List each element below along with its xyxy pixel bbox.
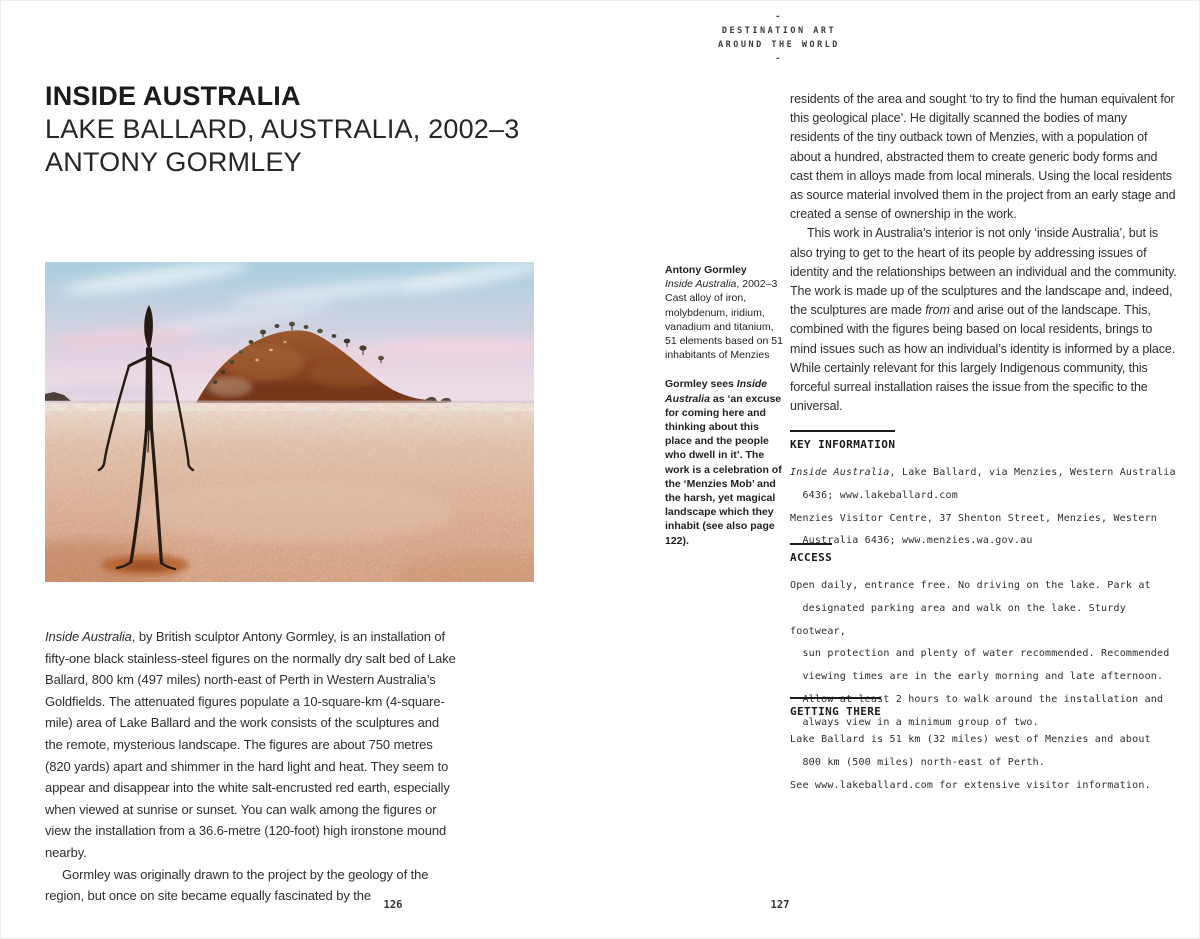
info-line: Allow at least 2 hours to walk around the installation and	[790, 693, 1164, 705]
body-text-left	[45, 626, 459, 907]
photo-dirt-patch	[101, 555, 189, 575]
info-line: Lake Ballard is 51 km (32 miles) west of Menzies and about	[790, 734, 1151, 745]
running-head-line-1: DESTINATION ART	[721, 26, 837, 36]
article-subtitle-artist: ANTONY GORMLEY	[45, 147, 302, 177]
article-title: INSIDE AUSTRALIA	[45, 81, 301, 111]
photo-salt-flat	[45, 403, 534, 582]
info-line: viewing times are in the early morning and late afternoon.	[790, 671, 1164, 683]
info-heading: GETTING THERE	[790, 697, 881, 718]
caption-artist: Antony Gormley	[665, 264, 747, 276]
info-line: designated parking area and walk on the lake. Sturdy footwear,	[790, 602, 1133, 637]
info-heading: ACCESS	[790, 543, 832, 564]
running-head	[679, 10, 879, 66]
body-text-right	[790, 90, 1178, 416]
page-number-left: 126	[383, 899, 403, 911]
info-line: Inside Australia, Lake Ballard, via Menzies, Western Australia	[790, 467, 1176, 478]
info-heading: KEY INFORMATION	[790, 430, 895, 451]
info-section-getting-there	[790, 697, 1182, 797]
caption-work-title: Inside Australia, 2002–3	[665, 278, 778, 291]
info-line: See www.lakeballard.com for extensive visitor information.	[790, 779, 1151, 791]
article-subtitle-location: LAKE BALLARD, AUSTRALIA, 2002–3	[45, 114, 520, 144]
caption-note: Gormley sees Inside Australia as ‘an excuse for coming here and thinking about this place and the people who dwell in it’. The work is a celebration of the ‘Menzies Mob’ and the harsh, yet magical landscape which they inhabit (see also page 122).	[665, 378, 782, 547]
info-line: Menzies Visitor Centre, 37 Shenton Street, Menzies, Western	[790, 512, 1158, 524]
photo-caption	[665, 263, 787, 548]
caption-materials: Cast alloy of iron, molybdenum, iridium, vanadium and titanium, 51 elements based on 51 inhabitants of Menzies	[665, 292, 783, 362]
running-head-line-2: AROUND THE WORLD	[718, 40, 840, 50]
paragraph: Inside Australia, by British sculptor Antony Gormley, is an installation of fifty-one black stainless-steel figures on the normally dry salt bed of Lake Ballard, 800 km (497 miles) north-east of Perth in Western Australia’s Goldfields. The attenuated figures populate a 10-square-km (4-square-mile) area of Lake Ballard and the work consists of the sculptures and the remote, mysterious landscape. The figures are about 750 metres (820 yards) apart and shimmer in the hard light and heat. They seem to appear and disappear into the white salt-encrusted red earth, especially when viewed at sunrise or sunset. You can walk among the figures or view the installation from a 36.6-metre (120-foot) high ironstone mound nearby.	[45, 629, 456, 860]
running-head-dash-top: -	[775, 12, 783, 22]
paragraph: residents of the area and sought ‘to try to find the human equivalent for this geological place’. He digitally scanned the bodies of many residents of the tiny outback town of Menzies, with a population of about a hundred, abstracted them to create generic body forms and cast them in alloys made from local minerals. Using the local residents as source material involved them in the project from an early stage and created a sense of ownership in the work.	[790, 92, 1176, 222]
page-number-right: 127	[770, 899, 790, 911]
title-block	[45, 80, 685, 179]
info-line: Open daily, entrance free. No driving on the lake. Park at	[790, 580, 1151, 591]
artwork-photo	[45, 262, 534, 582]
paragraph: This work in Australia’s interior is not only ‘inside Australia’, but is also trying to get to the heart of its people by addressing issues of identity and the relationships between an individual and the community. The work is made up of the sculptures and the landscape and, indeed, the sculptures are made from and arise out of the landscape. This, combined with the figures being based on local residents, brings to mind issues such as how an individual’s identity is informed by a place. While certainly relevant for this largely Indigenous community, this forceful surreal installation raises the issue from the specific to the universal.	[790, 226, 1177, 414]
info-line: 800 km (500 miles) north-east of Perth.	[790, 756, 1046, 768]
info-line: Australia 6436; www.menzies.wa.gov.au	[790, 535, 1033, 547]
info-line: sun protection and plenty of water recommended. Recommended	[790, 648, 1170, 660]
paragraph: Gormley was originally drawn to the project by the geology of the region, but once on site became equally fascinated by the	[45, 866, 429, 904]
info-line: 6436; www.lakeballard.com	[790, 489, 958, 501]
info-section-key-information	[790, 430, 1182, 553]
running-head-dash-bottom: -	[775, 54, 783, 64]
info-line: always view in a minimum group of two.	[790, 716, 1039, 728]
